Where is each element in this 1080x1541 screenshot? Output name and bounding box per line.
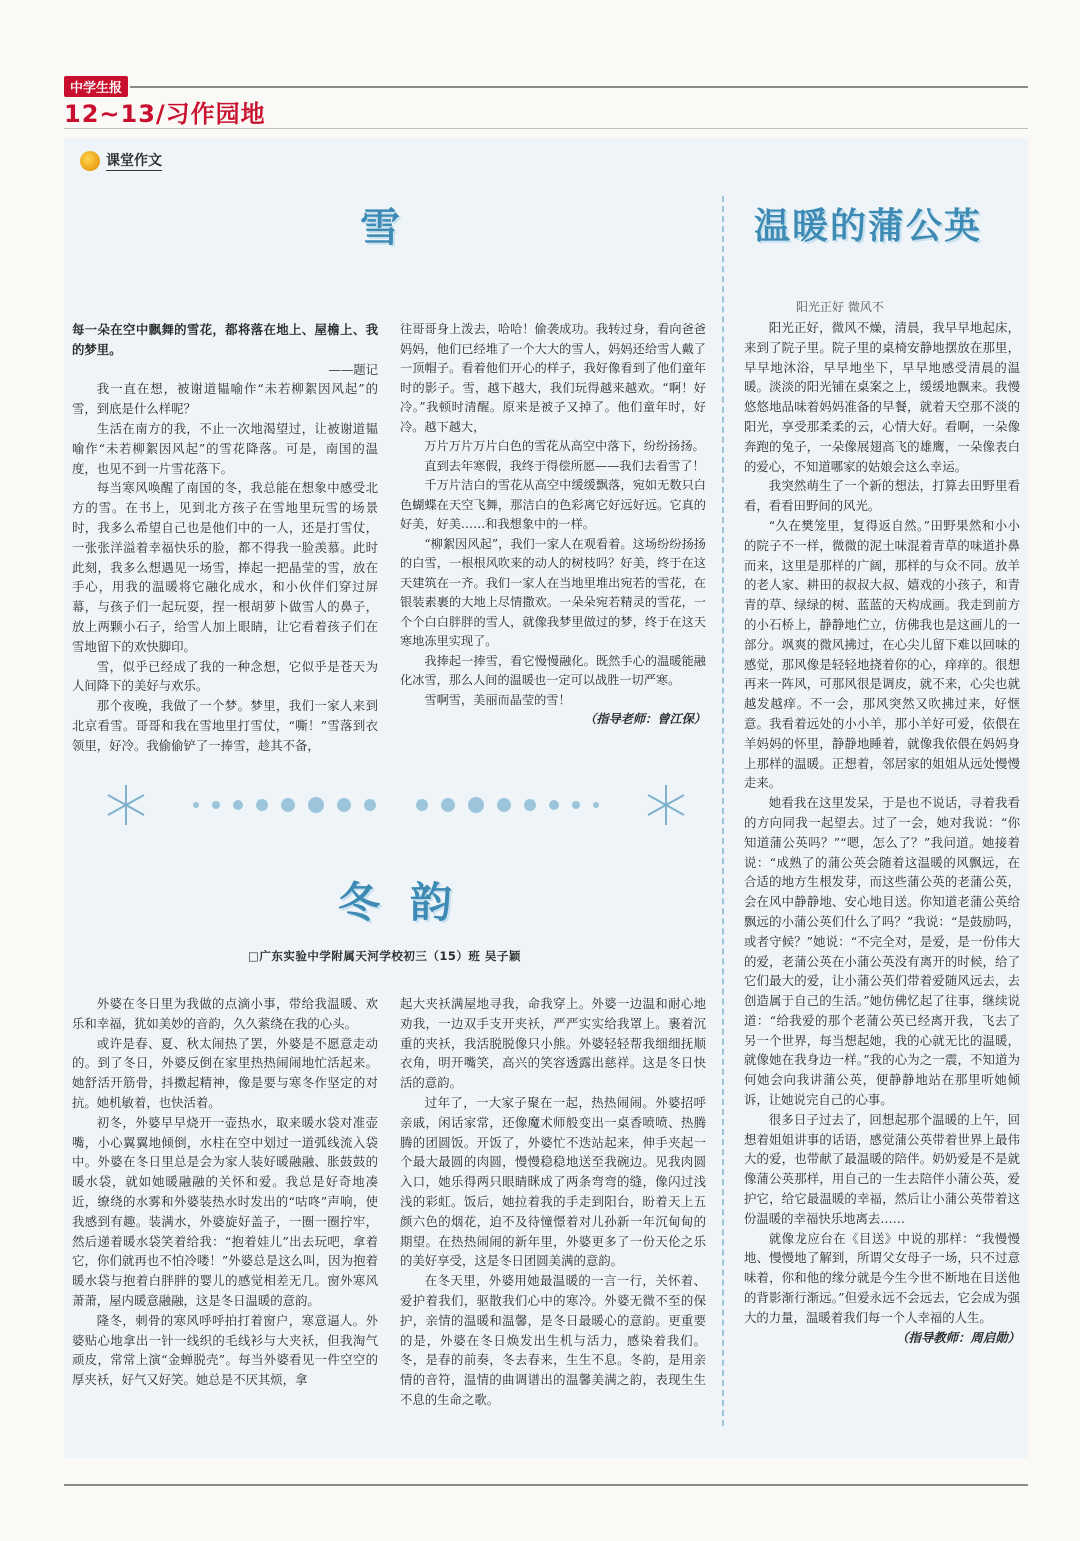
dots-decoration: [193, 797, 599, 813]
paragraph: 直到去年寒假，我终于得偿所愿——我们去看雪了！: [424, 458, 705, 473]
paragraph: 雪，似乎已经成了我的一种念想，它似乎是苍天为人间降下的美好与欢乐。: [72, 658, 378, 694]
paragraph: 很多日子过去了，回想起那个温暖的上午，回想着姐姐讲事的话语，感觉蒲公英带着世界上最伟大的爱，也带献了最温暖的陪伴。奶奶爱是不是就像蒲公英那样，用自己的一生去陪伴小蒲公英，爱护它，给它最温暖的幸福，然后让小蒲公英带着这份温暖的幸福快乐地离去……: [744, 1111, 1020, 1226]
snow-teacher: （指导老师：曾江保）: [584, 712, 706, 726]
winter-byline: □广东实验中学附属天河学校初三（15）班 吴子颖: [248, 949, 521, 963]
paragraph: 每当寒风唤醒了南国的冬，我总能在想象中感受北方的雪。在书上，见到北方孩子在雪地里玩雪的场景时，我多么希望自己也是他们中的一人，还是打雪仗，一张张洋溢着幸福快乐的脸，都不得我一脸羡慕。此时此刻，我多么想遇见一场雪，捧起一把晶莹的雪，放在手心，用我的温暖将它融化成水，和小伙伴们穿过屏幕，与孩子们一起玩耍，捏一根胡萝卜做雪人的鼻子，放上两颗小石子，给雪人加上眼睛，让它看着孩子们在雪地留下的欢快脚印。: [72, 480, 378, 654]
paragraph: “柳絮因风起”，我们一家人在观看着。这场纷纷扬扬的白雪，一根根风吹来的动人的树枝吗？好美，终于在这天建筑在一齐。我们一家人在当地里堆出宛若的雪花，在银装素裹的大地上尽情撒欢。一朵朵宛若精灵的雪花，一个个白白胖胖的雪人，就像我梦里做过的梦，终于在这天寒地冻里实现了。: [400, 536, 706, 648]
paragraph: 过年了，一大家子聚在一起，热热闹闹。外婆招呼亲戚，闲话家常，还像魔术师般变出一桌香喷喷、热腾腾的团圆饭。开饭了，外婆忙不迭站起来，伸手夹起一个最大最圆的肉圆，慢慢稳稳地送至我碗边。见我肉圆入口，她乐得两只眼睛眯成了两条弯弯的缝，像闪过浅浅的彩虹。饭后，她拉着我的手走到阳台，盼着天上五颜六色的烟花，迫不及待憧憬着对儿孙新一年沉甸甸的期望。在热热闹闹的新年里，外婆更多了一份天伦之乐的美好享受，这是冬日团圆美满的意韵。: [400, 1094, 706, 1269]
paragraph: 往哥哥身上泼去，哈哈！偷袭成功。我转过身，看向爸爸妈妈，他们已经堆了一个大大的雪人，妈妈还给雪人戴了一顶帽子。看着他们开心的样子，我好像看到了他们童年时的影子。雪，越下越大，我们玩得越来越欢。“啊！好冷。”我顿时清醒。原来是被子又掉了。他们童年时，好冷。越下越大，: [400, 322, 706, 434]
paragraph: 起大夹袄满屋地寻我，命我穿上。外婆一边温和耐心地劝我，一边双手支开夹袄，严严实实给我罩上。裹着沉重的夹袄，我活脱脱像只小熊。外婆轻轻帮我细细抚顺衣角，明开嘴笑，高兴的笑容透露出慈祥。这是冬日快活的意韵。: [400, 996, 706, 1091]
paragraph: 隆冬，刺骨的寒风呼呼拍打着窗户，寒意逼人。外婆贴心地拿出一针一线织的毛线衫与大夹袄，但我淘气顽皮，常常上演“金蝉脱壳”。每当外婆看见一件空空的厚夹袄，好气又好笑。她总是不厌其烦，拿: [72, 1312, 378, 1388]
dandelion-column: [744, 318, 1020, 1347]
paragraph: 我一直在想，被谢道韫喻作“未若柳絮因风起”的雪，到底是什么样呢？: [72, 381, 378, 417]
paragraph: 雪啊雪，美丽而晶莹的雪！: [424, 692, 571, 707]
winter-title: 冬韵: [338, 878, 483, 927]
dandelion-author: 阳光正好 微风不: [796, 300, 884, 314]
dandelion-title: 温暖的蒲公英: [754, 206, 983, 247]
paragraph: 万片万片万片白色的雪花从高空中落下，纷纷扬扬。: [424, 439, 705, 453]
snowflake-divider: [76, 780, 716, 830]
section-title: 12~13/习作园地: [64, 100, 266, 128]
sun-icon: [80, 151, 100, 171]
snowflake-icon: [108, 785, 144, 825]
paragraph: 我捧起一捧雪，看它慢慢融化。既然手心的温暖能融化冰雪，那么人间的温暖也一定可以战胜一切严寒。: [400, 653, 706, 687]
paragraph: 或许是春、夏、秋太闹热了罢，外婆是不愿意走动的。到了冬日，外婆反倒在家里热热闹闹地忙活起来。她舒活开筋骨，抖擞起精神，像是要与寒冬作坚定的对抗。她机敏着，也快活着。: [72, 1035, 378, 1110]
paragraph: 她看我在这里发呆，于是也不说话，寻着我看的方向同我一起望去。过了一会，她对我说：“你知道蒲公英吗？”“嗯，怎么了？”我问道。她接着说：“成熟了的蒲公英会随着这温暖的风飘远，在合适的地方生根发芽，而这些蒲公英的老蒲公英，会在风中静静地、安心地目送。你知道老蒲公英给飘远的小蒲公英们什么了吗？”我说：“是鼓励吗，或者守候？”她说：“不完全对，是爱，是一份伟大的爱，老蒲公英在小蒲公英没有离开的时候，给了它们最大的爱，让小蒲公英们带着爱随风远去，去创造属于自己的生活。”她仿佛忆起了往事，继续说道：“给我爱的那个老蒲公英已经离开我，飞去了另一个世界，每当想起她，我的心就无比的温暖，就像她在我身边一样。”我的心为之一震，不知道为何她会向我讲蒲公英，便静静地站在那里听她倾诉，让她说完自己的心事。: [744, 795, 1020, 1108]
top-rule: [130, 86, 1028, 88]
paragraph: “久在樊笼里，复得返自然。”田野果然和小小的院子不一样，微微的泥土味混着青草的味道扑鼻而来，这里是那样的广阔，那样的与众不同。放羊的老人家、耕田的叔叔大叔、嬉戏的小孩子，和青青的草、绿绿的树、蓝蓝的天构成画。我走到前方的小石桥上，静静地伫立，仿佛我也是这画儿的一部分。飒爽的微风拂过，在心尖儿留下难以回味的感觉，那风像是轻轻地挠着你的心，痒痒的。很想再来一阵风，可那风很是调皮，就不来，心尖也就越发越痒。不一会，那风突然又吹拂过来，好惬意。我看着远处的小小羊，那小羊好可爱，依偎在羊妈妈的怀里，静静地睡着，就像我依偎在妈妈身上那样的温暖。正想着，邻居家的姐姐从远处慢慢走来。: [744, 517, 1020, 791]
paragraph: 生活在南方的我，不止一次地渴望过，让被谢道韫喻作“未若柳絮因风起”的雪花降落。可是，南国的温度，也见不到一片雪花落下。: [72, 420, 378, 476]
paragraph: 阳光正好，微风不燥，清晨，我早早地起床，来到了院子里。院子里的桌椅安静地摆放在那里，早早地沐浴，早早地坐下，早早地感受清晨的温暖。淡淡的阳光铺在桌案之上，缓缓地飘来。我慢悠悠地品味着妈妈准备的早餐，就着天空那不淡的阳光，享受那柔柔的云，心情大好。看啊，一朵像奔跑的兔子，一朵像展翅高飞的雄鹰，一朵像表白的爱心，不知道哪家的姑娘会这么幸运。: [744, 320, 1020, 474]
bottom-rule: [64, 1484, 1028, 1486]
winter-column-right: [400, 994, 706, 1410]
paragraph: 外婆在冬日里为我做的点滴小事，带给我温暖、欢乐和幸福，犹如美妙的音韵，久久萦绕在我的心头。: [72, 996, 378, 1031]
snow-epigraph-source: ——题记: [328, 361, 378, 377]
header-rule: [64, 128, 1028, 129]
paragraph: 在冬天里，外婆用她最温暖的一言一行，关怀着、爱护着我们，驱散我们心中的寒冷。外婆无微不至的保护，亲情的温暖和温馨，是冬日最暖心的意韵。更重要的是，外婆在冬日焕发出生机与活力，感染着我们。冬，是春的前奏，冬去春来，生生不息。冬韵，是用亲情的音符，温情的曲调谱出的温馨美满之韵，表现生生不息的生命之歌。: [400, 1273, 706, 1407]
paragraph: 那个夜晚，我做了一个梦。梦里，我们一家人来到北京看雪。哥哥和我在雪地里打雪仗，“嘶！”雪落到衣领里，好冷。我偷偷铲了一捧雪，趁其不备，: [72, 698, 378, 753]
dandelion-teacher: （指导教师：周启勋）: [896, 1329, 1020, 1345]
brand-logo: 中学生报: [64, 76, 128, 97]
snowflake-icon: [648, 785, 684, 825]
snow-title: 雪: [360, 205, 400, 251]
category-text: 课堂作文: [106, 150, 162, 171]
winter-column-left: [72, 994, 378, 1390]
snow-column-right: [400, 320, 706, 730]
paragraph: 初冬，外婆早早烧开一壶热水，取来暖水袋对准壶嘴，小心翼翼地倾倒，水柱在空中划过一道弧线流入袋中。外婆在冬日里总是会为家人装好暖融融、胀鼓鼓的暖水袋，就如她暖融融的关怀和爱。我总是好奇地凑近，缭绕的水雾和外婆装热水时发出的“咕咚”声响，使我感到有趣。装满水，外婆旋好盖子，一圈一圈拧牢，然后递着暖水袋笑着给我：“抱着娃儿”出去玩吧，拿着它，你们就再也不怕冷喽！”外婆总是这么叫，因为抱着暖水袋与抱着白胖胖的婴儿的感觉相差无几。窗外寒风萧萧，屋内暖意融融，这是冬日温暖的意韵。: [72, 1114, 378, 1308]
snow-epigraph: 每一朵在空中飘舞的雪花，都将落在地上、屋檐上、我的梦里。: [72, 322, 378, 357]
snow-column-left: [72, 320, 378, 756]
paragraph: 就像龙应台在《目送》中说的那样：“我慢慢地、慢慢地了解到，所谓父女母子一场，只不过意味着，你和他的缘分就是今生今世不断地在目送他的背影渐行渐远。”但爱永远不会远去，它会成为强大的力量，温暖着我们每一个人幸福的人生。: [744, 1230, 1020, 1325]
category-label: [80, 150, 162, 171]
column-divider: [722, 196, 724, 1426]
paragraph: 千万片洁白的雪花从高空中缓缓飘落，宛如无数只白色蝴蝶在天空飞舞，那洁白的色彩离它好远好远。它真的好美，好美……和我想象中的一样。: [400, 478, 706, 531]
paragraph: 我突然萌生了一个新的想法，打算去田野里看看，看看田野间的风光。: [744, 478, 1020, 514]
